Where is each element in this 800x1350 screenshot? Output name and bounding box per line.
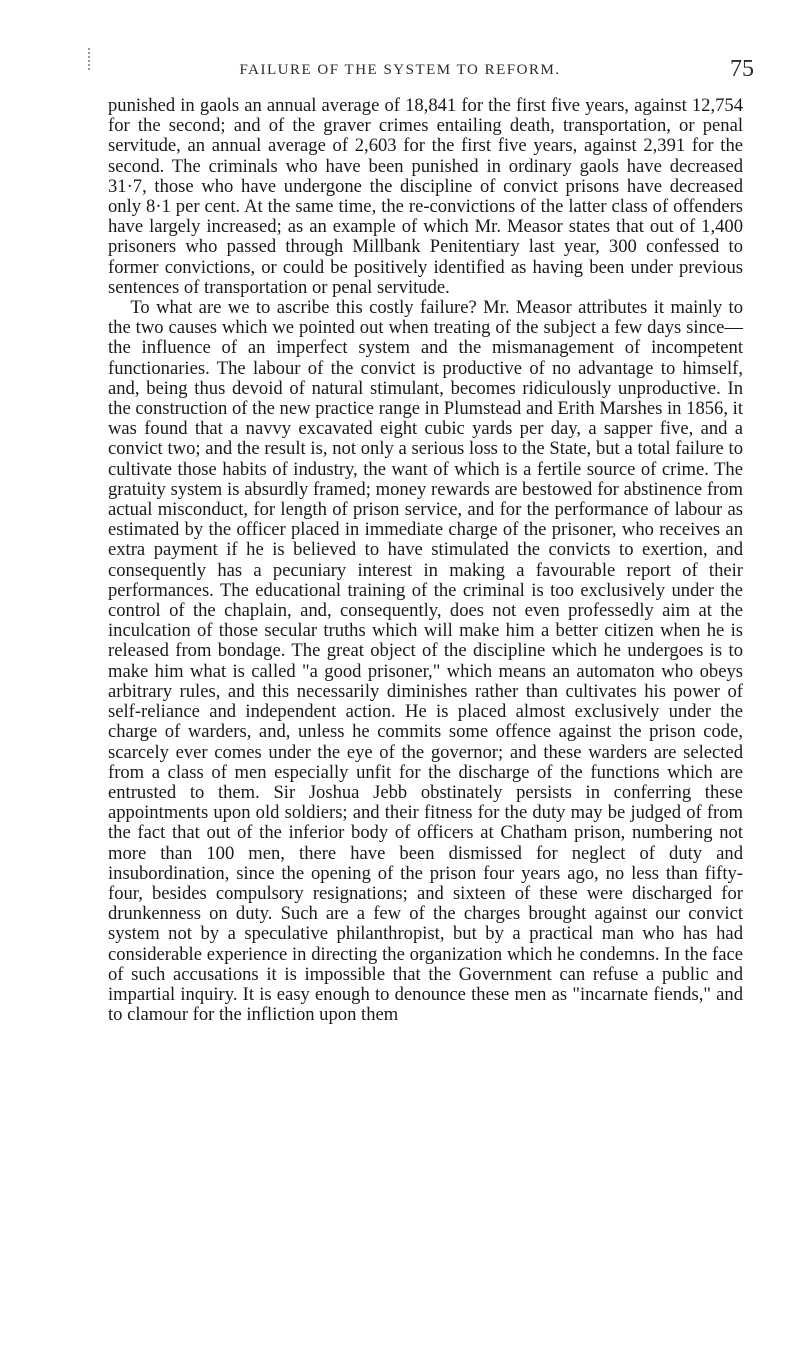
margin-mark <box>88 48 102 70</box>
body-text <box>108 96 743 1025</box>
page-number: 75 <box>730 56 754 82</box>
paragraph: To what are we to ascribe this costly failure? Mr. Measor attributes it mainly to the two causes which we pointed out when treating of the subject a few days since—the influence of an imperfect system and the mismanagement of incompetent functionaries. The labour of the convict is productive of no advantage to himself, and, being thus devoid of natural stimulant, becomes ridiculously unproductive. In the construction of the new practice range in Plumstead and Erith Marshes in 1856, it was found that a navvy excavated eight cubic yards per day, a sapper five, and a convict two; and the result is, not only a serious loss to the State, but a total failure to cultivate those habits of industry, the want of which is a fertile source of crime. The gratuity system is absurdly framed; money rewards are bestowed for abstinence from actual misconduct, for length of prison service, and for the performance of labour as estimated by the officer placed in immediate charge of the prisoner, who receives an extra payment if he is believed to have stimulated the convicts to exertion, and consequently has a pecuniary interest in making a favourable report of their performances. The educational training of the criminal is too exclusively under the control of the chaplain, and, consequently, does not even professedly aim at the inculcation of those secular truths which will make him a better citizen when he is released from bondage. The great object of the discipline which he undergoes is to make him what is called "a good prisoner," which means an automaton who obeys arbitrary rules, and this necessarily diminishes rather than cultivates his power of self-reliance and independent action. He is placed almost exclusively under the charge of warders, and, unless he commits some offence against the prison code, scarcely ever comes under the eye of the governor; and these warders are selected from a class of men especially unfit for the discharge of the functions which are entrusted to them. Sir Joshua Jebb obstinately persists in conferring these appointments upon old soldiers; and their fitness for the duty may be judged of from the fact that out of the inferior body of officers at Chatham prison, numbering not more than 100 men, there have been dismissed for neglect of duty and insubordination, since the opening of the prison four years ago, no less than fifty-four, besides compulsory resignations; and sixteen of these were discharged for drunkenness on duty. Such are a few of the charges brought against our convict system not by a speculative philanthropist, but by a practical man who has had considerable experience in directing the organization which he condemns. In the face of such accusations it is impossible that the Government can refuse a public and impartial inquiry. It is easy enough to denounce these men as "incarnate fiends," and to clamour for the infliction upon them <box>108 297 743 1026</box>
running-title: FAILURE OF THE SYSTEM TO REFORM. <box>239 62 561 78</box>
paragraph: punished in gaols an annual average of 18,841 for the first five years, against 12,754 for the second; and of the graver crimes entailing death, transportation, or penal servitude, an annual average of 2,603 for the first five years, against 2,391 for the second. The criminals who have been punished in ordinary gaols have decreased 31·7, those who have undergone the discipline of convict prisons have decreased only 8·1 per cent. At the same time, the re-convictions of the latter class of offenders have largely increased; as an example of which Mr. Measor states that out of 1,400 prisoners who passed through Millbank Penitentiary last year, 300 confessed to former convictions, or could be positively identified as having been under previous sentences of transportation or penal servitude. <box>108 95 743 298</box>
